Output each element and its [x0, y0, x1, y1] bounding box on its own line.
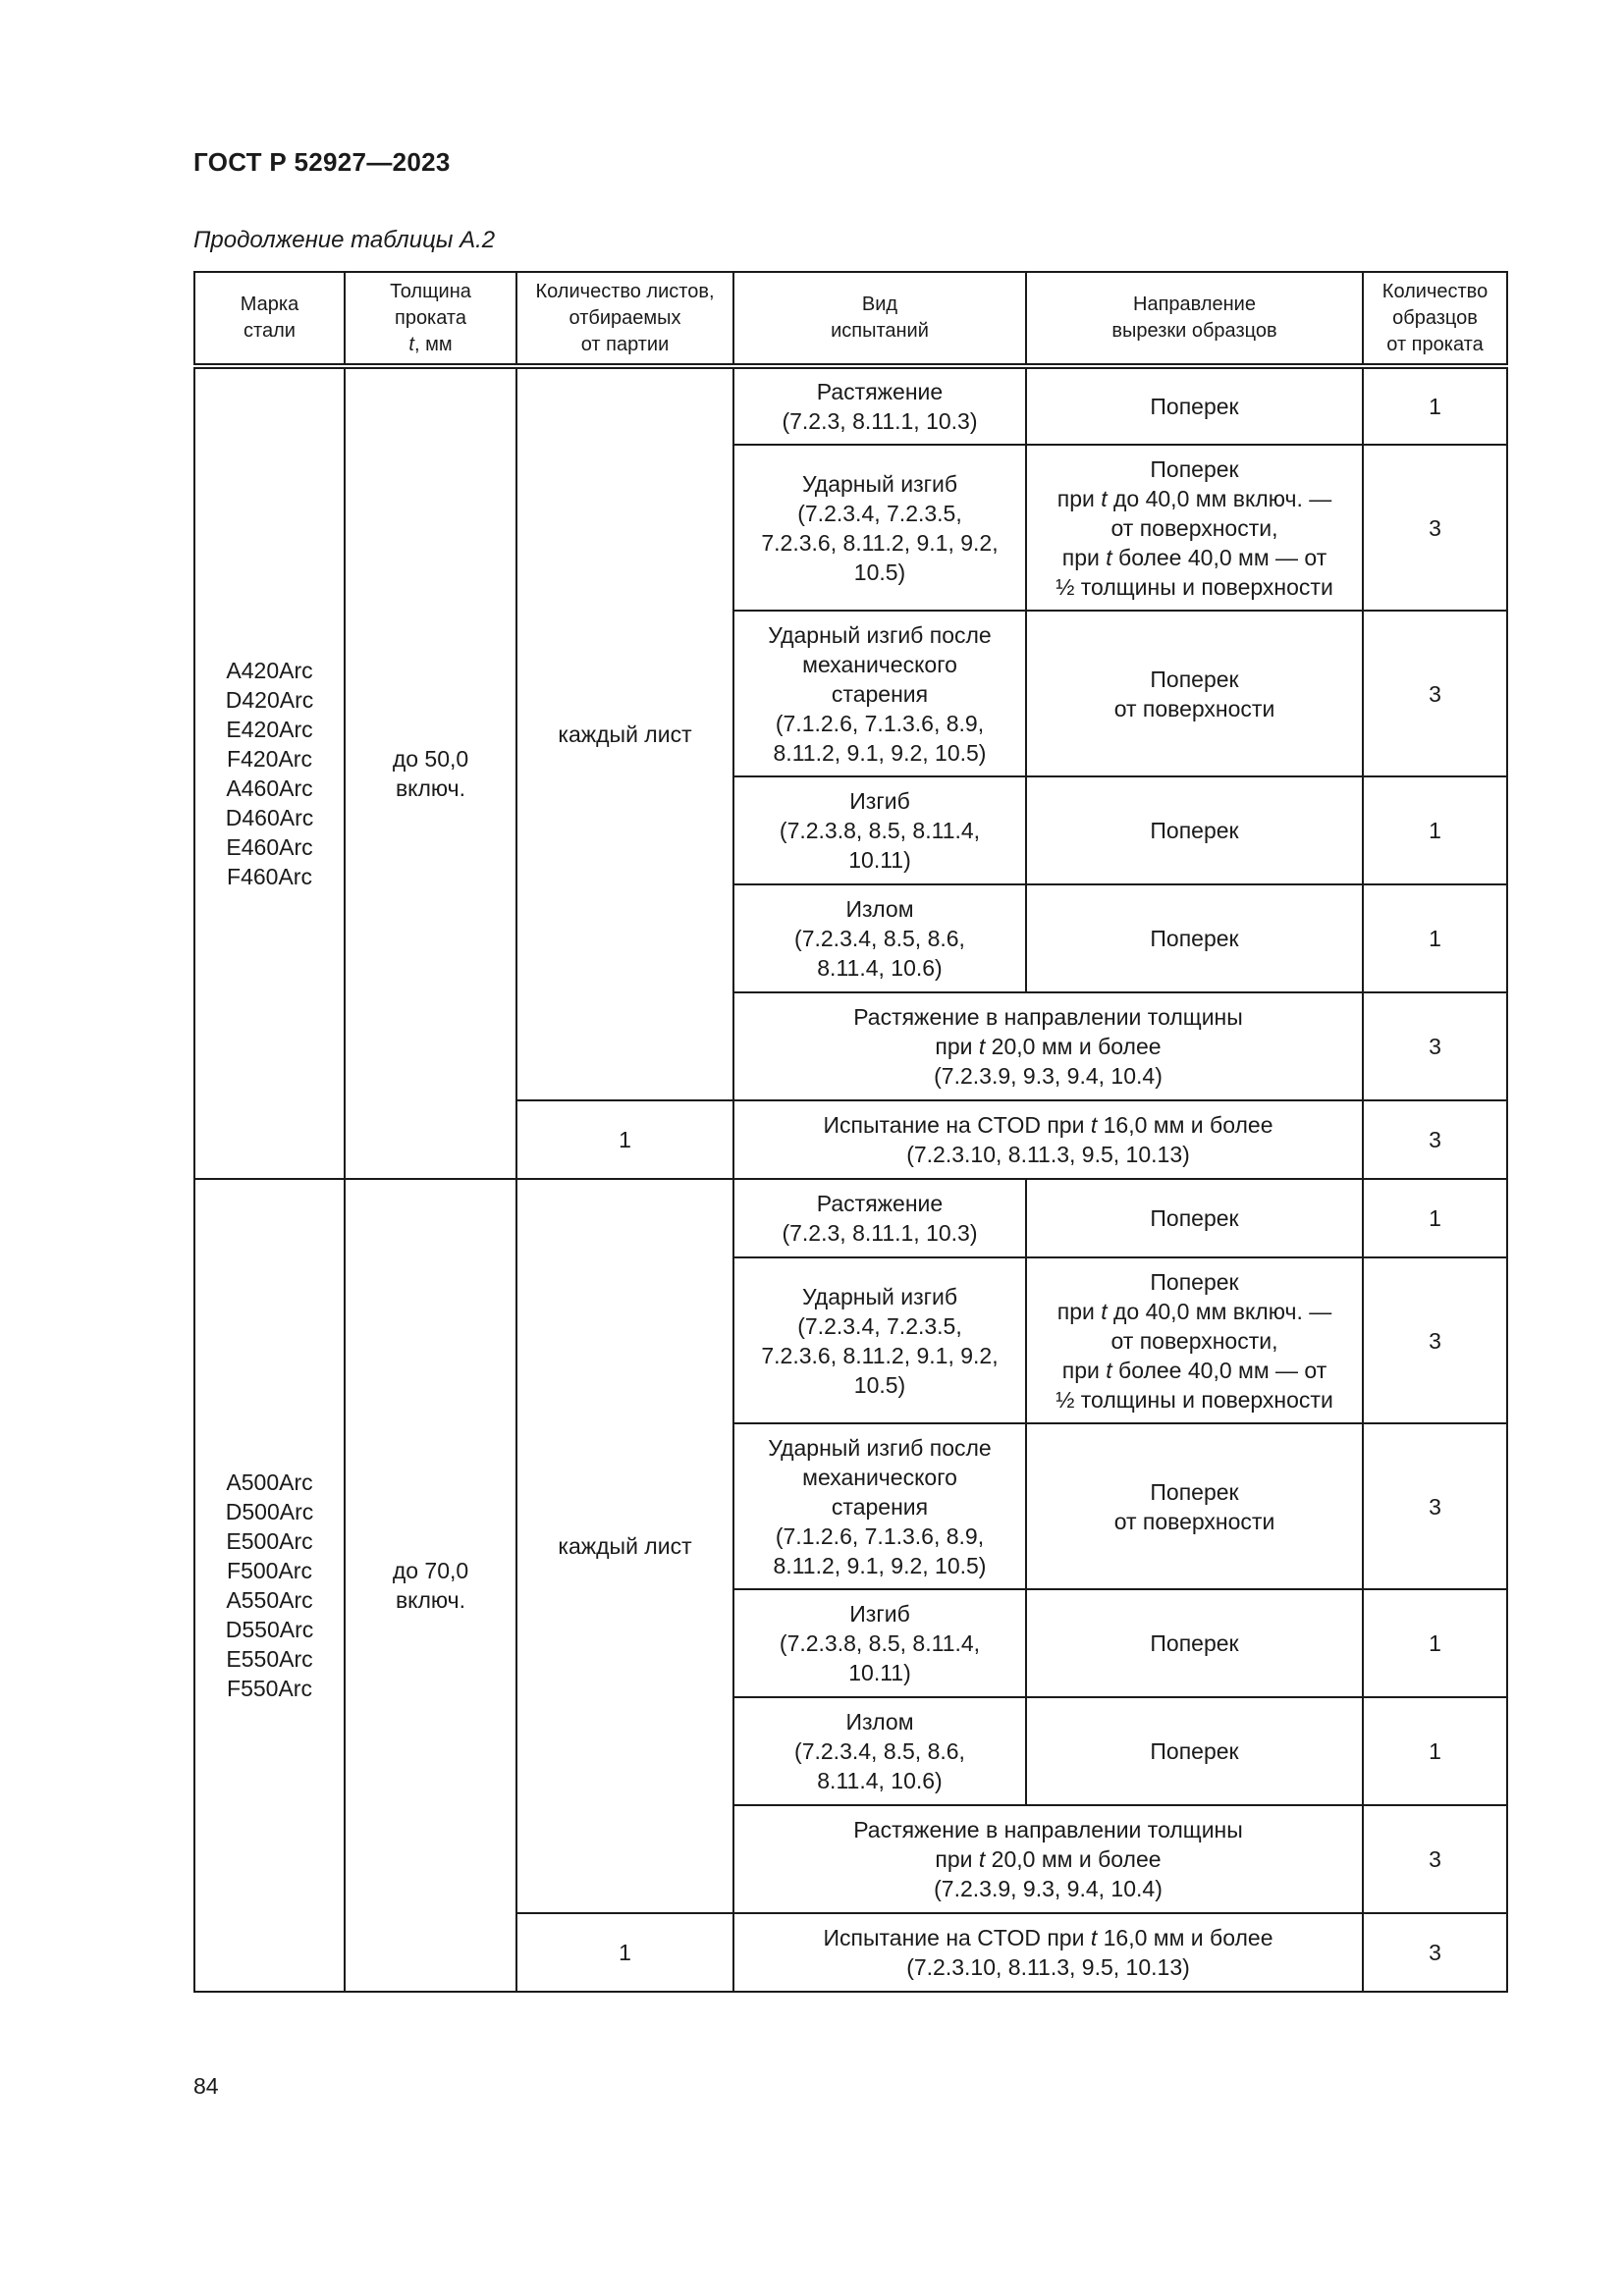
header-line: Количество листов,: [535, 280, 715, 302]
test-line: 10.11): [848, 1660, 911, 1685]
direction-line: [1033, 1356, 1356, 1385]
test-line: механического: [802, 651, 957, 677]
text-part: 16,0 мм и более: [1097, 1112, 1273, 1138]
t-symbol: t: [1090, 1925, 1098, 1950]
thickness-line: до 50,0: [392, 746, 469, 772]
test-line: [740, 1844, 1356, 1874]
grade-item: A550Arc: [226, 1587, 313, 1613]
count-cell: 3: [1363, 1805, 1507, 1913]
test-line: [740, 1923, 1356, 1952]
test-line: 7.2.3.6, 8.11.2, 9.1, 9.2,: [761, 529, 999, 556]
col-test-header: [733, 272, 1026, 366]
thickness-cell: [345, 366, 516, 1179]
grade-item: D460Arc: [225, 805, 314, 830]
test-cell: [733, 1257, 1026, 1423]
count-cell: 3: [1363, 611, 1507, 776]
test-line: (7.2.3.9, 9.3, 9.4, 10.4): [934, 1063, 1163, 1089]
test-line: (7.2.3.4, 8.5, 8.6,: [794, 926, 965, 951]
test-line: (7.2.3.10, 8.11.3, 9.5, 10.13): [906, 1142, 1190, 1167]
test-line: (7.2.3, 8.11.1, 10.3): [782, 1220, 978, 1246]
test-line: Излом: [845, 1709, 914, 1735]
t-symbol: t: [1106, 1357, 1112, 1383]
text-part: более 40,0 мм — от: [1111, 1357, 1327, 1383]
grade-item: E420Arc: [226, 717, 313, 742]
direction-line: от поверхности: [1113, 1508, 1275, 1534]
test-line: (7.2.3.8, 8.5, 8.11.4,: [779, 1630, 981, 1656]
grade-item: D420Arc: [225, 687, 314, 713]
test-line: (7.2.3.4, 8.5, 8.6,: [794, 1738, 965, 1764]
header-line: от проката: [1386, 333, 1484, 355]
grade-item: E460Arc: [226, 834, 313, 860]
text-part: при: [1061, 1357, 1107, 1383]
test-cell: [733, 884, 1026, 992]
direction-cell: [1026, 611, 1363, 776]
grade-item: F460Arc: [227, 864, 312, 889]
test-line: механического: [802, 1464, 957, 1490]
test-cell: [733, 1589, 1026, 1697]
header-line: Вид: [861, 294, 898, 315]
header-line: Марка: [240, 294, 299, 315]
t-symbol: t: [1101, 1298, 1108, 1324]
test-cell: [733, 776, 1026, 884]
test-line: (7.2.3.9, 9.3, 9.4, 10.4): [934, 1876, 1163, 1901]
test-line: 10.5): [853, 559, 906, 585]
test-cell: [733, 1913, 1363, 1992]
direction-cell: [1026, 1257, 1363, 1423]
text-part: Испытание на CTOD при: [823, 1925, 1091, 1950]
page-number: 84: [193, 2073, 219, 2099]
col-direction-header: [1026, 272, 1363, 366]
unit-text: , мм: [413, 333, 453, 355]
count-cell: 3: [1363, 1913, 1507, 1992]
text-part: более 40,0 мм — от: [1111, 544, 1327, 570]
t-symbol: t: [1090, 1112, 1098, 1138]
thickness-line: до 70,0: [392, 1558, 469, 1583]
text-part: при: [1056, 1298, 1102, 1324]
test-line: Ударный изгиб после: [768, 621, 992, 648]
table-row: [194, 366, 1507, 445]
test-line: Ударный изгиб: [801, 1283, 958, 1309]
test-line: 7.2.3.6, 8.11.2, 9.1, 9.2,: [761, 1342, 999, 1368]
count-cell: 1: [1363, 366, 1507, 445]
col-grade-header: [194, 272, 345, 366]
text-part: при: [1061, 544, 1107, 570]
direction-line: [1033, 1297, 1356, 1326]
test-cell: [733, 611, 1026, 776]
direction-cell: Поперек: [1026, 1179, 1363, 1257]
table-row: [194, 1179, 1507, 1257]
direction-cell: Поперек: [1026, 366, 1363, 445]
direction-line: [1033, 484, 1356, 513]
header-row: [194, 272, 1507, 366]
test-line: Растяжение в направлении толщины: [853, 1004, 1243, 1030]
text-part: Испытание на CTOD при: [823, 1112, 1091, 1138]
grade-item: E500Arc: [226, 1528, 313, 1554]
test-line: 8.11.4, 10.6): [817, 1768, 943, 1793]
test-line: старения: [831, 680, 929, 707]
count-cell: 3: [1363, 1257, 1507, 1423]
test-line: 10.11): [848, 847, 911, 873]
grades-cell: [194, 1179, 345, 1992]
test-line: 8.11.2, 9.1, 9.2, 10.5): [773, 739, 987, 766]
requirements-table: [193, 271, 1508, 1993]
test-line: (7.2.3.10, 8.11.3, 9.5, 10.13): [906, 1954, 1190, 1980]
test-line: (7.1.2.6, 7.1.3.6, 8.9,: [775, 710, 985, 736]
count-cell: 1: [1363, 776, 1507, 884]
t-symbol: t: [408, 333, 414, 355]
col-sheets-header: [516, 272, 733, 366]
col-thickness-header: [345, 272, 516, 366]
test-line: (7.2.3.4, 7.2.3.5,: [797, 500, 962, 526]
header-line: от партии: [580, 333, 670, 355]
direction-line: Поперек: [1150, 666, 1239, 692]
test-line: Излом: [845, 896, 914, 922]
t-symbol: t: [1106, 544, 1112, 570]
test-cell: [733, 1179, 1026, 1257]
count-cell: 1: [1363, 884, 1507, 992]
grades-cell: [194, 366, 345, 1179]
test-line: 8.11.2, 9.1, 9.2, 10.5): [773, 1552, 987, 1578]
test-line: (7.2.3, 8.11.1, 10.3): [782, 408, 978, 434]
test-line: 8.11.4, 10.6): [817, 955, 943, 981]
test-line: [740, 1032, 1356, 1061]
direction-line: от поверхности: [1113, 695, 1275, 721]
test-line: Растяжение: [816, 1191, 944, 1216]
direction-cell: Поперек: [1026, 884, 1363, 992]
sheets-cell: 1: [516, 1913, 733, 1992]
sheets-cell: 1: [516, 1100, 733, 1179]
test-cell: [733, 445, 1026, 611]
test-line: (7.2.3.8, 8.5, 8.11.4,: [779, 818, 981, 843]
text-part: при: [935, 1846, 979, 1872]
grade-item: E550Arc: [226, 1646, 313, 1672]
sheets-each-cell: каждый лист: [516, 1179, 733, 1913]
test-cell: [733, 1423, 1026, 1589]
grade-group-1: [194, 366, 1507, 1179]
count-cell: 1: [1363, 1697, 1507, 1805]
col-count-header: [1363, 272, 1507, 366]
text-part: до 40,0 мм включ. —: [1107, 485, 1332, 511]
t-symbol: t: [978, 1846, 986, 1872]
direction-cell: Поперек: [1026, 776, 1363, 884]
header-line: Толщина: [390, 280, 471, 302]
direction-cell: Поперек: [1026, 1697, 1363, 1805]
grade-item: F500Arc: [227, 1558, 312, 1583]
thickness-cell: [345, 1179, 516, 1992]
text-part: до 40,0 мм включ. —: [1107, 1298, 1332, 1324]
direction-cell: [1026, 1423, 1363, 1589]
count-cell: 1: [1363, 1589, 1507, 1697]
header-line: Направление: [1133, 294, 1256, 315]
header-line: испытаний: [831, 320, 929, 342]
t-symbol: t: [1101, 485, 1108, 511]
document-header: ГОСТ Р 52927—2023: [193, 147, 451, 177]
test-line: Изгиб: [849, 788, 910, 814]
test-cell: [733, 366, 1026, 445]
text-part: при: [935, 1034, 979, 1059]
grade-item: A420Arc: [226, 658, 313, 683]
text-part: 20,0 мм и более: [985, 1034, 1162, 1059]
direction-cell: Поперек: [1026, 1589, 1363, 1697]
t-symbol: t: [978, 1034, 986, 1059]
direction-line: от поверхности,: [1110, 514, 1278, 541]
text-part: 20,0 мм и более: [985, 1846, 1162, 1872]
test-line: (7.2.3.4, 7.2.3.5,: [797, 1312, 962, 1339]
grade-item: A460Arc: [226, 775, 313, 801]
test-line: Ударный изгиб: [801, 470, 958, 497]
header-line: образцов: [1392, 306, 1478, 329]
header-line: проката: [394, 306, 466, 329]
test-line: Изгиб: [849, 1601, 910, 1627]
direction-line: от поверхности,: [1110, 1327, 1278, 1354]
test-line: [740, 1110, 1356, 1140]
thickness-line: включ.: [395, 1587, 466, 1613]
direction-line: Поперек: [1150, 1268, 1239, 1295]
direction-line: ½ толщины и поверхности: [1056, 1386, 1333, 1413]
sheets-each-cell: каждый лист: [516, 366, 733, 1100]
grade-item: F420Arc: [227, 746, 312, 772]
text-part: 16,0 мм и более: [1097, 1925, 1273, 1950]
grade-item: D500Arc: [225, 1499, 314, 1524]
count-cell: 3: [1363, 1423, 1507, 1589]
header-line: отбираемых: [568, 306, 681, 329]
thickness-line: включ.: [395, 775, 466, 801]
grade-item: A500Arc: [226, 1469, 313, 1495]
count-cell: 3: [1363, 992, 1507, 1100]
test-cell: [733, 1697, 1026, 1805]
header-line: [352, 332, 510, 358]
direction-cell: [1026, 445, 1363, 611]
table-header: [194, 272, 1507, 366]
test-line: 10.5): [853, 1371, 906, 1398]
count-cell: 3: [1363, 1100, 1507, 1179]
grade-group-2: [194, 1179, 1507, 1992]
test-line: Растяжение в направлении толщины: [853, 1817, 1243, 1842]
text-part: при: [1056, 485, 1102, 511]
test-cell: [733, 992, 1363, 1100]
grade-item: F550Arc: [227, 1676, 312, 1701]
header-line: Количество: [1381, 280, 1489, 302]
header-line: стали: [244, 320, 296, 342]
test-cell: [733, 1805, 1363, 1913]
direction-line: Поперек: [1150, 1478, 1239, 1505]
test-line: Ударный изгиб после: [768, 1434, 992, 1461]
test-line: (7.1.2.6, 7.1.3.6, 8.9,: [775, 1522, 985, 1549]
count-cell: 3: [1363, 445, 1507, 611]
test-line: Растяжение: [816, 379, 944, 404]
direction-line: Поперек: [1150, 455, 1239, 482]
test-cell: [733, 1100, 1363, 1179]
direction-line: [1033, 543, 1356, 572]
direction-line: ½ толщины и поверхности: [1056, 573, 1333, 600]
table-caption: Продолжение таблицы А.2: [193, 227, 496, 253]
grade-item: D550Arc: [225, 1617, 314, 1642]
header-line: вырезки образцов: [1111, 320, 1277, 342]
count-cell: 1: [1363, 1179, 1507, 1257]
test-line: старения: [831, 1493, 929, 1520]
